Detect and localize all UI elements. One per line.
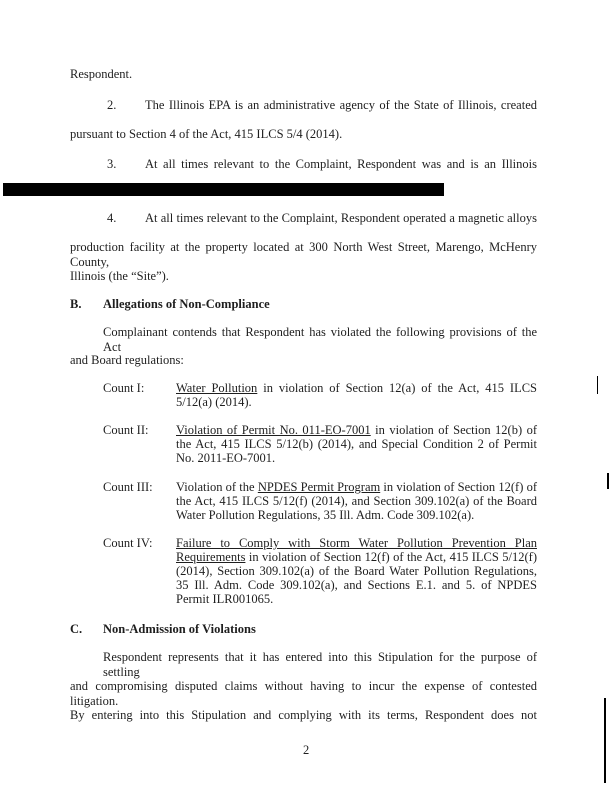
scan-edge-mark [604,698,606,783]
para3-number: 3. [107,157,117,171]
count-1-text [176,381,537,409]
para4-number: 4. [107,211,117,225]
count-4-text [176,536,537,606]
count-1-title: Water Pollution [176,381,258,395]
section-c-heading: Non-Admission of Violations [103,622,256,636]
section-b-heading: Allegations of Non-Compliance [103,297,270,311]
section-b-intro-line2: and Board regulations: [70,353,184,367]
para4-line3: Illinois (the “Site”). [70,269,169,283]
count-1-label: Count I: [103,381,145,395]
count-4-label: Count IV: [103,536,153,550]
para2-line1: The Illinois EPA is an administrative agency of the State of Illinois, created [145,98,537,112]
section-c-line2: and compromising disputed claims without having to incur the expense of contested litigation. [70,679,537,708]
scan-edge-mark [597,376,598,394]
count-2-label: Count II: [103,423,149,437]
count-3-prefix: Violation of the [176,480,258,494]
count-2-text [176,423,537,465]
count-3-label: Count III: [103,480,153,494]
page-number: 2 [303,743,310,757]
count-1-detail: in violation of Section 12(a) of the Act, 415 ILCS 5/12(a) (2014). [176,381,538,409]
redaction-bar [3,183,444,196]
para3-line1: At all times relevant to the Complaint, Respondent was and is an Illinois [145,157,537,171]
para2-line2: pursuant to Section 4 of the Act, 415 ILCS 5/4 (2014). [70,127,343,141]
para4-line2: production facility at the property located at 300 North West Street, Marengo, McHenry County, [70,240,537,269]
count-3-detail: in violation of Section 12(f) of the Act, 415 ILCS 5/12(f) (2014), and Section 309.102(a) of the Board Water Pollution Regulations, 35 Ill. Adm. Code 309.102(a). [176,480,537,522]
para4-line1: At all times relevant to the Complaint, Respondent operated a magnetic alloys [145,211,537,225]
count-4-title: Failure to Comply with Storm Water Pollution Prevention Plan Requirements [176,536,537,564]
para2-number: 2. [107,98,117,112]
section-b-intro-line1: Complainant contends that Respondent has violated the following provisions of the Act [103,325,537,354]
count-4-detail: in violation of Section 12(f) of the Act, 415 ILCS 5/12(f) (2014), Section 309.102(a) of the Board Water Pollution Regulations, 35 Ill. Adm. Code 309.102(a), and Sections E.1. and 5. of NPDES Permit ILR001065. [176,550,537,606]
count-2-detail: in violation of Section 12(b) of the Act, 415 ILCS 5/12(b) (2014), and Special Condition 2 of Permit No. 2011-EO-7001. [176,423,538,465]
section-c-line1: Respondent represents that it has entered into this Stipulation for the purpose of settling [103,650,537,679]
count-3-text [176,480,537,522]
section-c-line3: By entering into this Stipulation and complying with its terms, Respondent does not [70,708,537,722]
scan-edge-mark [607,473,609,489]
section-c-letter: C. [70,622,83,636]
count-3-title: NPDES Permit Program [257,480,381,494]
count-2-title: Violation of Permit No. 011-EO-7001 [176,423,371,437]
respondent-text: Respondent. [70,67,133,81]
section-b-letter: B. [70,297,82,311]
